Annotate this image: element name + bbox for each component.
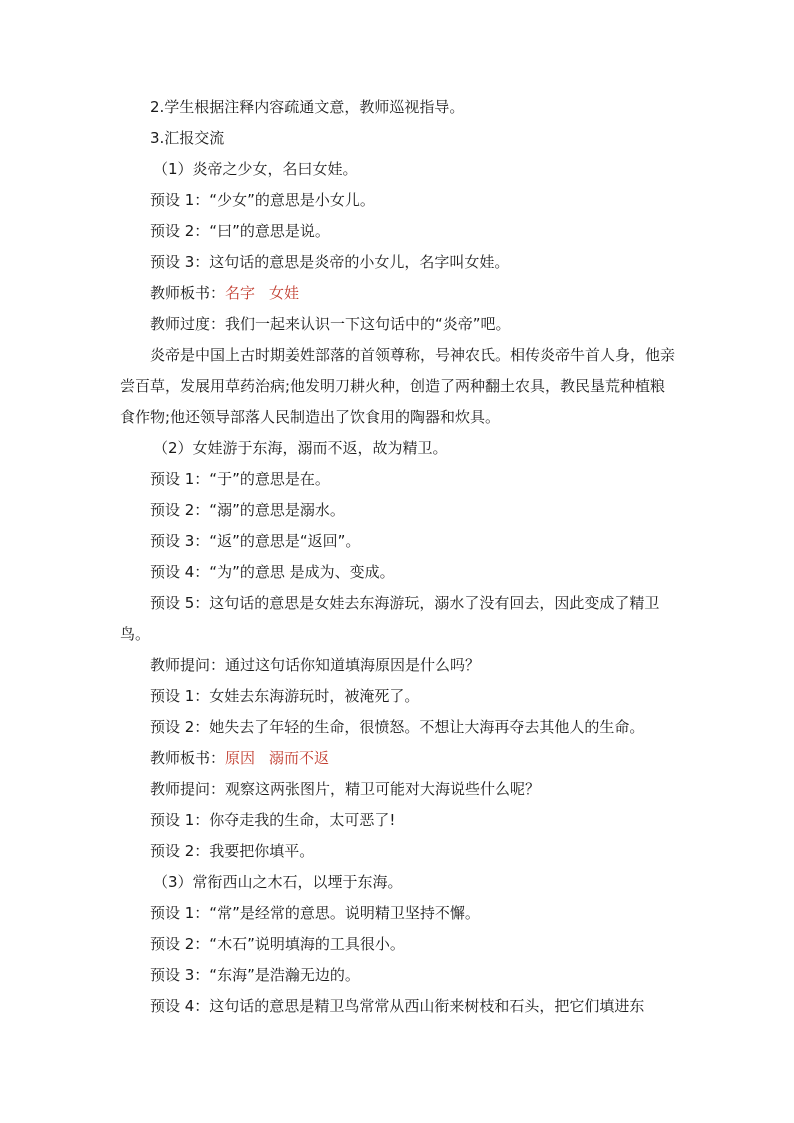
board-note-term: 原因 — [225, 749, 256, 767]
preset-2-5: 预设 5：这句话的意思是女娃去东海游玩，溺水了没有回去，因此变成了精卫鸟。 — [120, 594, 660, 643]
teacher-transition: 教师过度：我们一起来认识一下这句话中的“炎帝”吧。 — [150, 315, 511, 333]
preset-2-2: 预设 2：“溺”的意思是溺水。 — [150, 501, 345, 519]
preset-3-1: 预设 1：“常”是经常的意思。说明精卫坚持不懈。 — [150, 904, 480, 922]
board-note-2 — [120, 743, 680, 774]
lesson-content — [120, 92, 680, 1022]
teacher-question-1: 教师提问：通过这句话你知道填海原因是什么吗？ — [150, 656, 481, 674]
preset-1-1: 预设 1：“少女”的意思是小女儿。 — [150, 191, 375, 209]
preset-3-4: 预设 4：这句话的意思是精卫鸟常常从西山衔来树枝和石头，把它们填进东 — [150, 997, 645, 1015]
preset-1-3: 预设 3：这句话的意思是炎帝的小女儿，名字叫女娃。 — [150, 253, 510, 271]
preset-1-2: 预设 2：“曰”的意思是说。 — [150, 222, 330, 240]
board-note-term: 溺而不返 — [269, 749, 330, 767]
board-note-label: 教师板书： — [150, 749, 226, 767]
preset-2-4: 预设 4：“为”的意思 是成为、变成。 — [150, 563, 395, 581]
preset-q1-1: 预设 1：女娃去东海游玩时，被淹死了。 — [150, 687, 420, 705]
step-2-text: 2.学生根据注释内容疏通文意，教师巡视指导。 — [150, 98, 465, 116]
yandi-paragraph: 炎帝是中国上古时期姜姓部落的首领尊称，号神农氏。相传炎帝牛首人身，他亲尝百草，发展用草药治病;他发明刀耕火种，创造了两种翻土农具，教民垦荒种植粮食作物;他还领导部落人民制造出了饮食用的陶器和炊具。 — [120, 346, 676, 426]
sentence-1: （1）炎帝之少女，名曰女娃。 — [153, 160, 358, 178]
preset-q2-2: 预设 2：我要把你填平。 — [150, 842, 315, 860]
preset-3-3: 预设 3：“东海”是浩瀚无边的。 — [150, 966, 360, 984]
board-note-label: 教师板书： — [150, 284, 226, 302]
sentence-3: （3）常衔西山之木石，以堙于东海。 — [153, 873, 403, 891]
preset-q1-2: 预设 2：她失去了年轻的生命，很愤怒。不想让大海再夺去其他人的生命。 — [150, 718, 645, 736]
preset-3-2: 预设 2：“木石”说明填海的工具很小。 — [150, 935, 405, 953]
board-note-term: 名字 — [225, 284, 256, 302]
board-note-term: 女娃 — [269, 284, 300, 302]
sentence-2: （2）女娃游于东海，溺而不返，故为精卫。 — [153, 439, 448, 457]
preset-q2-1: 预设 1：你夺走我的生命，太可恶了! — [150, 811, 396, 829]
teacher-question-2: 教师提问：观察这两张图片，精卫可能对大海说些什么呢？ — [150, 780, 541, 798]
step-3-heading: 3.汇报交流 — [150, 129, 225, 147]
board-note-1 — [120, 278, 680, 309]
preset-2-3: 预设 3：“返”的意思是“返回”。 — [150, 532, 361, 550]
preset-2-1: 预设 1：“于”的意思是在。 — [150, 470, 330, 488]
